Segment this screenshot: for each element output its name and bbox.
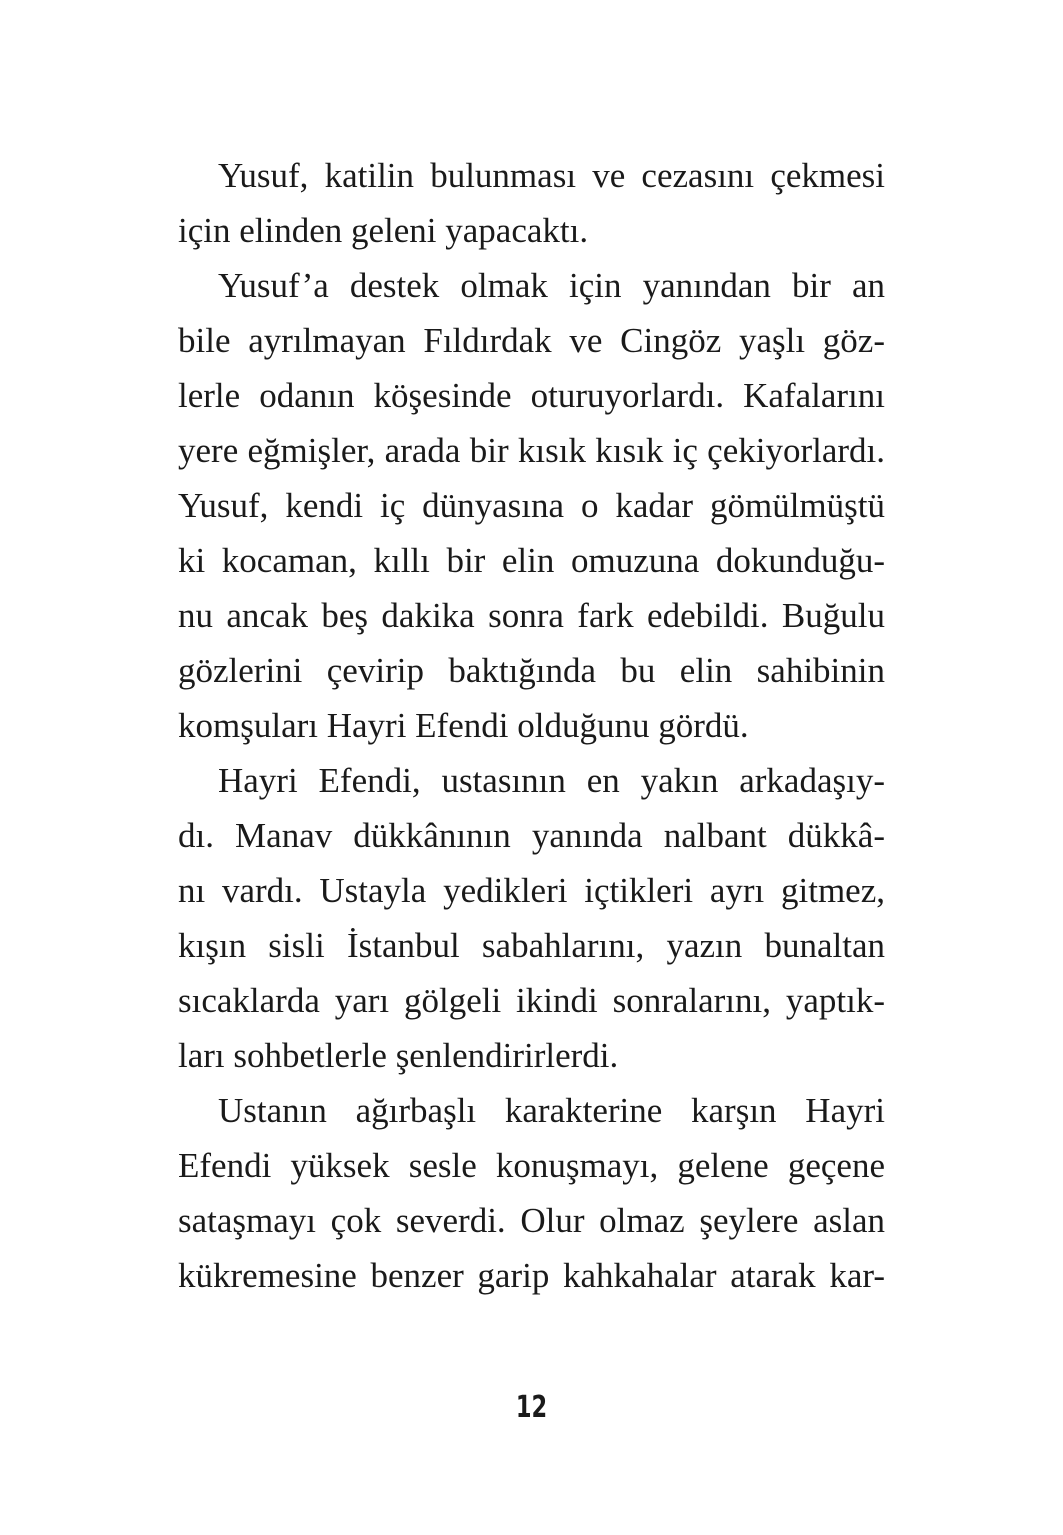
- text-line: nu ancak beş dakika sonra fark edebildi. Buğulu: [178, 596, 885, 635]
- text-line: Hayri Efendi, ustasının en yakın arkadaşıy-: [218, 761, 885, 800]
- text-line: sıcaklarda yarı gölgeli ikindi sonralarını, yaptık-: [178, 981, 885, 1020]
- text-line: bile ayrılmayan Fıldırdak ve Cingöz yaşlı göz-: [178, 321, 885, 360]
- text-line: nı vardı. Ustayla yedikleri içtikleri ayrı gitmez,: [178, 871, 885, 910]
- text-line: Efendi yüksek sesle konuşmayı, gelene geçene: [178, 1146, 885, 1185]
- paragraph: [178, 1083, 885, 1303]
- text-line: kışın sisli İstanbul sabahlarını, yazın bunaltan: [178, 926, 885, 965]
- text-line: Yusuf, katilin bulunması ve cezasını çekmesi: [218, 156, 885, 195]
- paragraph: [178, 148, 885, 258]
- text-line: kükremesine benzer garip kahkahalar atarak kar-: [178, 1256, 885, 1295]
- text-line: ki kocaman, kıllı bir elin omuzuna dokunduğu-: [178, 541, 885, 580]
- text-line: dı. Manav dükkânının yanında nalbant dükkâ-: [178, 816, 885, 855]
- text-line: gözlerini çevirip baktığında bu elin sahibinin: [178, 651, 885, 690]
- paragraph: [178, 258, 885, 753]
- text-line: yere eğmişler, arada bir kısık kısık iç çekiyorlardı.: [178, 431, 885, 470]
- text-line: için elinden geleni yapacaktı.: [178, 211, 589, 250]
- body-text: [178, 148, 885, 1303]
- text-line: komşuları Hayri Efendi olduğunu gördü.: [178, 706, 749, 745]
- page-number: 12: [515, 1390, 548, 1425]
- paragraph: [178, 753, 885, 1083]
- text-line: lerle odanın köşesinde oturuyorlardı. Kafalarını: [178, 376, 885, 415]
- text-line: Yusuf, kendi iç dünyasına o kadar gömülmüştü: [178, 486, 885, 525]
- text-line: ları sohbetlerle şenlendirirlerdi.: [178, 1036, 619, 1075]
- text-line: Yusuf’a destek olmak için yanından bir an: [218, 266, 885, 305]
- text-line: Ustanın ağırbaşlı karakterine karşın Hayri: [218, 1091, 885, 1130]
- text-line: sataşmayı çok severdi. Olur olmaz şeylere aslan: [178, 1201, 885, 1240]
